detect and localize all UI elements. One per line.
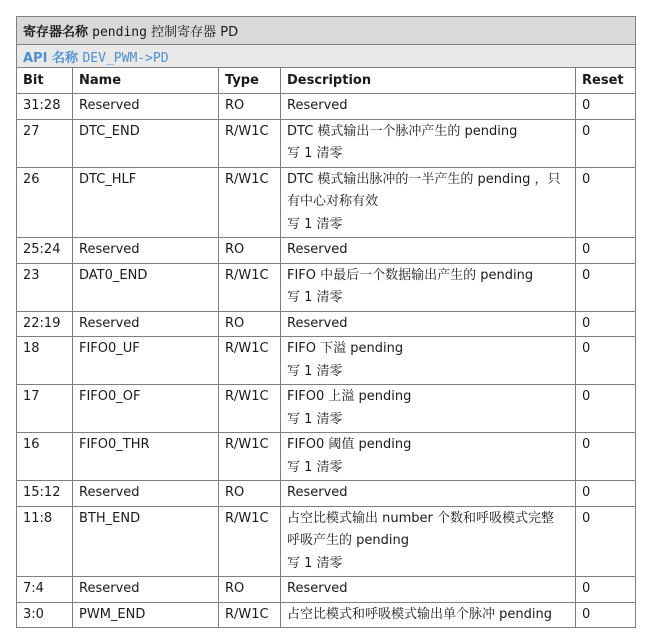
name-cell-text: DTC_HLF: [79, 171, 137, 187]
bit-cell: [17, 94, 73, 120]
description-cell: [281, 94, 576, 120]
reset-cell-text: 0: [582, 98, 591, 113]
reset-cell: [576, 263, 636, 311]
description-cell: [281, 263, 576, 311]
register-title-suffix: 控制寄存器 PD: [151, 25, 239, 40]
reset-cell: [576, 238, 636, 264]
reset-cell-text: 0: [582, 171, 591, 187]
bit-cell: [17, 167, 73, 238]
bit-cell-text: 3:0: [23, 606, 44, 622]
description-cell: [281, 506, 576, 577]
name-cell-text: PWM_END: [79, 606, 146, 622]
name-cell-text: Reserved: [79, 98, 140, 113]
bit-cell-text: 18: [23, 341, 40, 356]
reset-cell: [576, 433, 636, 481]
description-cell: [281, 385, 576, 433]
type-cell: [219, 263, 281, 311]
api-label: API 名称: [23, 50, 78, 66]
name-cell-text: Reserved: [79, 315, 140, 331]
table-row: [17, 263, 636, 311]
type-cell-text: RO: [225, 242, 245, 257]
description-line: Reserved: [287, 242, 348, 257]
description-line: Reserved: [287, 581, 348, 596]
bit-cell-text: 25:24: [23, 242, 61, 257]
table-row: [17, 311, 636, 337]
description-line: FIFO 中最后一个数据输出产生的 pending: [287, 267, 534, 283]
bit-cell: [17, 311, 73, 337]
api-name-row: [17, 45, 636, 68]
type-cell-text: R/W1C: [225, 341, 269, 356]
type-cell-text: RO: [225, 98, 245, 113]
bit-cell-text: 23: [23, 267, 40, 283]
description-line: 写 1 清零: [287, 363, 343, 379]
api-name: [17, 45, 636, 68]
api-value: DEV_PWM->PD: [82, 50, 169, 66]
name-cell: [73, 94, 219, 120]
description-line: FIFO0 上溢 pending: [287, 389, 412, 404]
bit-cell-text: 11:8: [23, 510, 53, 526]
type-cell: [219, 167, 281, 238]
name-cell: [73, 481, 219, 507]
table-row: [17, 337, 636, 385]
description-line: 有中心对称有效: [287, 194, 379, 209]
bit-cell: [17, 506, 73, 577]
column-header-type: Type: [219, 68, 281, 94]
bit-cell: [17, 119, 73, 167]
reset-cell: [576, 577, 636, 603]
reset-cell: [576, 311, 636, 337]
reset-cell-text: 0: [582, 606, 591, 622]
reset-cell-text: 0: [582, 242, 591, 257]
type-cell: [219, 506, 281, 577]
bit-cell-text: 16: [23, 437, 40, 452]
description-line: FIFO0 阈值 pending: [287, 437, 412, 452]
table-row: [17, 238, 636, 264]
table-row: [17, 94, 636, 120]
name-cell: [73, 238, 219, 264]
table-row: [17, 602, 636, 628]
type-cell: [219, 481, 281, 507]
bit-cell: [17, 577, 73, 603]
reset-cell: [576, 481, 636, 507]
column-header-description: Description: [281, 68, 576, 94]
description-cell: [281, 577, 576, 603]
bit-cell-text: 27: [23, 123, 40, 139]
reset-cell-text: 0: [582, 437, 591, 452]
bit-cell: [17, 433, 73, 481]
table-row: [17, 119, 636, 167]
type-cell: [219, 602, 281, 628]
register-title-prefix: 寄存器名称: [23, 25, 89, 40]
reset-cell-text: 0: [582, 267, 591, 283]
table-row: [17, 577, 636, 603]
bit-cell-text: 17: [23, 389, 40, 404]
bit-cell-text: 31:28: [23, 98, 61, 113]
type-cell-text: R/W1C: [225, 123, 269, 139]
name-cell: [73, 167, 219, 238]
type-cell-text: R/W1C: [225, 389, 269, 404]
description-line: 写 1 清零: [287, 216, 343, 232]
type-cell-text: RO: [225, 581, 245, 596]
name-cell: [73, 337, 219, 385]
description-cell: [281, 433, 576, 481]
type-cell: [219, 311, 281, 337]
description-line: 写 1 清零: [287, 290, 343, 305]
type-cell-text: R/W1C: [225, 510, 269, 526]
table-row: [17, 385, 636, 433]
name-cell: [73, 506, 219, 577]
name-cell: [73, 433, 219, 481]
reset-cell: [576, 385, 636, 433]
description-cell: [281, 311, 576, 337]
reset-cell: [576, 506, 636, 577]
description-line: Reserved: [287, 98, 348, 113]
name-cell: [73, 311, 219, 337]
reset-cell-text: 0: [582, 510, 591, 526]
type-cell: [219, 119, 281, 167]
name-cell-text: FIFO0_OF: [79, 389, 141, 404]
name-cell: [73, 263, 219, 311]
description-cell: [281, 337, 576, 385]
bit-cell: [17, 238, 73, 264]
description-cell: [281, 167, 576, 238]
description-line: 写 1 清零: [287, 411, 343, 427]
reset-cell-text: 0: [582, 581, 591, 596]
description-line: DTC 模式输出一个脉冲产生的 pending: [287, 123, 518, 139]
column-header-name: Name: [73, 68, 219, 94]
description-line: 占空比模式和呼吸模式输出单个脉冲 pending: [287, 606, 552, 622]
column-header-bit: Bit: [17, 68, 73, 94]
type-cell-text: R/W1C: [225, 606, 269, 622]
reset-cell: [576, 337, 636, 385]
table-row: [17, 167, 636, 238]
description-cell: [281, 119, 576, 167]
bit-cell: [17, 263, 73, 311]
description-line: FIFO 下溢 pending: [287, 341, 404, 356]
reset-cell-text: 0: [582, 315, 591, 331]
register-table: [16, 16, 636, 628]
type-cell: [219, 577, 281, 603]
name-cell-text: Reserved: [79, 242, 140, 257]
name-cell-text: BTH_END: [79, 510, 141, 526]
type-cell-text: RO: [225, 315, 245, 331]
reset-cell-text: 0: [582, 389, 591, 404]
name-cell: [73, 385, 219, 433]
description-cell: [281, 602, 576, 628]
type-cell: [219, 337, 281, 385]
description-line: 写 1 清零: [287, 555, 343, 571]
register-title: [17, 17, 636, 45]
reset-cell-text: 0: [582, 341, 591, 356]
type-cell-text: R/W1C: [225, 437, 269, 452]
reset-cell: [576, 94, 636, 120]
type-cell: [219, 385, 281, 433]
description-line: DTC 模式输出脉冲的一半产生的 pending ，只: [287, 171, 561, 187]
bit-cell-text: 15:12: [23, 485, 61, 500]
reset-cell-text: 0: [582, 123, 591, 139]
bit-cell: [17, 385, 73, 433]
description-line: 写 1 清零: [287, 459, 343, 475]
bit-cell-text: 22:19: [23, 315, 61, 331]
name-cell-text: Reserved: [79, 581, 140, 596]
column-header-reset: Reset: [576, 68, 636, 94]
description-line: Reserved: [287, 485, 348, 500]
type-cell: [219, 433, 281, 481]
table-row: [17, 506, 636, 577]
name-cell-text: Reserved: [79, 485, 140, 500]
type-cell-text: R/W1C: [225, 267, 269, 283]
name-cell: [73, 577, 219, 603]
name-cell-text: DAT0_END: [79, 267, 148, 283]
name-cell: [73, 119, 219, 167]
table-header-row: [17, 68, 636, 94]
name-cell: [73, 602, 219, 628]
description-cell: [281, 481, 576, 507]
register-table-container: [16, 16, 635, 628]
description-line: 写 1 清零: [287, 146, 343, 161]
type-cell-text: RO: [225, 485, 245, 500]
register-title-name: pending: [92, 25, 147, 40]
bit-cell-text: 7:4: [23, 581, 44, 596]
type-cell: [219, 238, 281, 264]
description-line: Reserved: [287, 315, 348, 331]
bit-cell: [17, 602, 73, 628]
bit-cell-text: 26: [23, 171, 40, 187]
reset-cell: [576, 119, 636, 167]
reset-cell: [576, 602, 636, 628]
bit-cell: [17, 481, 73, 507]
register-title-row: [17, 17, 636, 45]
name-cell-text: DTC_END: [79, 123, 140, 139]
bit-cell: [17, 337, 73, 385]
type-cell-text: R/W1C: [225, 171, 269, 187]
description-cell: [281, 238, 576, 264]
table-row: [17, 481, 636, 507]
reset-cell: [576, 167, 636, 238]
reset-cell-text: 0: [582, 485, 591, 500]
type-cell: [219, 94, 281, 120]
description-line: 占空比模式输出 number 个数和呼吸模式完整: [287, 510, 555, 526]
table-row: [17, 433, 636, 481]
name-cell-text: FIFO0_UF: [79, 341, 140, 356]
description-line: 呼吸产生的 pending: [287, 533, 409, 548]
name-cell-text: FIFO0_THR: [79, 437, 150, 452]
